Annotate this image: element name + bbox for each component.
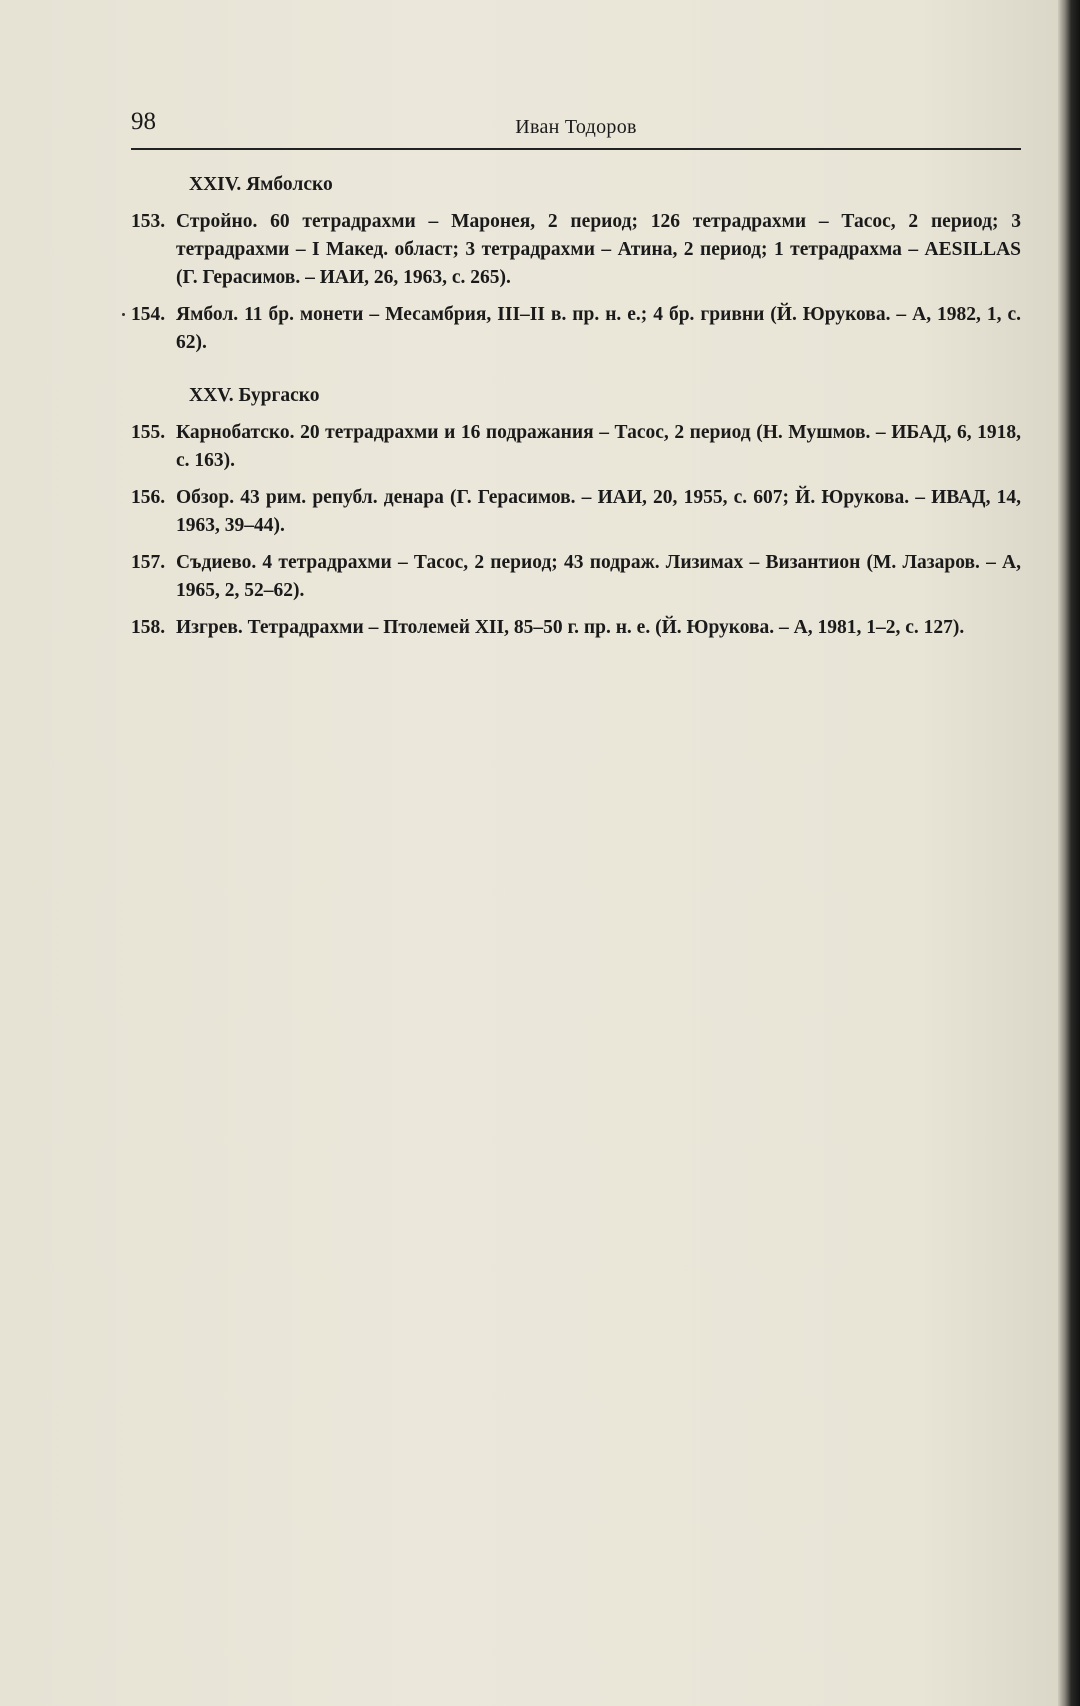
entry-text: Обзор. 43 рим. републ. денара (Г. Герасимов. – ИАИ, 20, 1955, с. 607; Й. Юрукова. – ИВАД, 14, 1963, 39–44).	[176, 487, 1021, 536]
section-burgas	[131, 383, 1021, 642]
entry-text: Ямбол. 11 бр. монети – Месамбрия, III–II в. пр. н. е.; 4 бр. гривни (Й. Юрукова. – А, 1982, 1, с. 62).	[176, 304, 1021, 353]
book-spine-shadow	[1058, 0, 1080, 1706]
page-number: 98	[131, 108, 156, 135]
entry-text: Карнобатско. 20 тетрадрахми и 16 подражания – Тасос, 2 период (Н. Мушмов. – ИБАД, 6, 1918, с. 163).	[176, 422, 1021, 471]
entry-number: 155.	[131, 422, 166, 443]
entry-text: Изгрев. Тетрадрахми – Птолемей XII, 85–50 г. пр. н. е. (Й. Юрукова. – А, 1981, 1–2, с. 127).	[176, 617, 965, 638]
list-item	[131, 484, 1021, 540]
section-yambol	[131, 172, 1021, 357]
entry-number: 157.	[131, 552, 166, 573]
list-item	[131, 208, 1021, 292]
list-item	[131, 301, 1021, 357]
margin-mark	[122, 313, 125, 316]
running-head: Иван Тодоров	[515, 116, 637, 138]
list-item	[131, 549, 1021, 605]
page-header	[131, 104, 1021, 150]
entry-number: 153.	[131, 211, 166, 232]
list-item	[131, 419, 1021, 475]
entry-text: Съдиево. 4 тетрадрахми – Тасос, 2 период; 43 подраж. Лизимах – Византион (М. Лазаров. – А, 1965, 2, 52–62).	[176, 552, 1021, 601]
section-heading: XXV. Бургаско	[189, 385, 320, 406]
content	[131, 172, 1021, 651]
entry-text: Стройно. 60 тетрадрахми – Маронея, 2 период; 126 тетрадрахми – Тасос, 2 период; 3 тетрадрахми – I Макед. област; 3 тетрадрахми – Атина, 2 период; 1 тетрадрахма – AESILLAS (Г. Герасимов. – ИАИ, 26, 1963, с. 265).	[176, 211, 1021, 288]
entry-number: 156.	[131, 487, 166, 508]
entry-number: 154.	[131, 304, 166, 325]
entry-number: 158.	[131, 617, 166, 638]
section-heading: XXIV. Ямболско	[189, 174, 333, 195]
list-item	[131, 614, 1021, 642]
